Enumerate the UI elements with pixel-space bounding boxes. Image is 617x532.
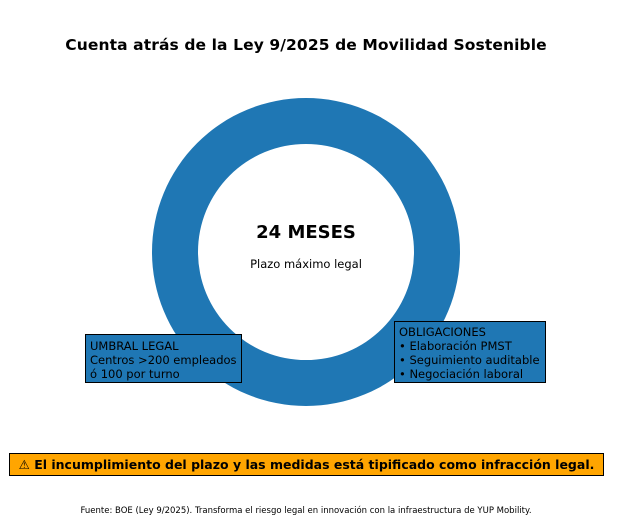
- obligaciones-item: • Seguimiento auditable: [399, 353, 540, 367]
- umbral-legal-heading: UMBRAL LEGAL: [90, 339, 179, 353]
- umbral-legal-box: [85, 334, 242, 383]
- umbral-legal-line: ó 100 por turno: [90, 367, 180, 381]
- warning-banner: ⚠ El incumplimiento del plazo y las medidas está tipificado como infracción legal.: [9, 453, 604, 476]
- source-note: Fuente: BOE (Ley 9/2025). Transforma el riesgo legal en innovación con la infraestructura de YUP Mobility.: [80, 506, 532, 516]
- umbral-legal-line: Centros >200 empleados: [90, 353, 237, 367]
- chart-title: Cuenta atrás de la Ley 9/2025 de Movilidad Sostenible: [65, 36, 547, 54]
- obligaciones-heading: OBLIGACIONES: [399, 325, 486, 339]
- center-subtitle: Plazo máximo legal: [250, 257, 362, 271]
- center-value: 24 MESES: [256, 222, 356, 243]
- obligaciones-item: • Elaboración PMST: [399, 339, 512, 353]
- obligaciones-box: [394, 321, 546, 383]
- obligaciones-item: • Negociación laboral: [399, 367, 524, 381]
